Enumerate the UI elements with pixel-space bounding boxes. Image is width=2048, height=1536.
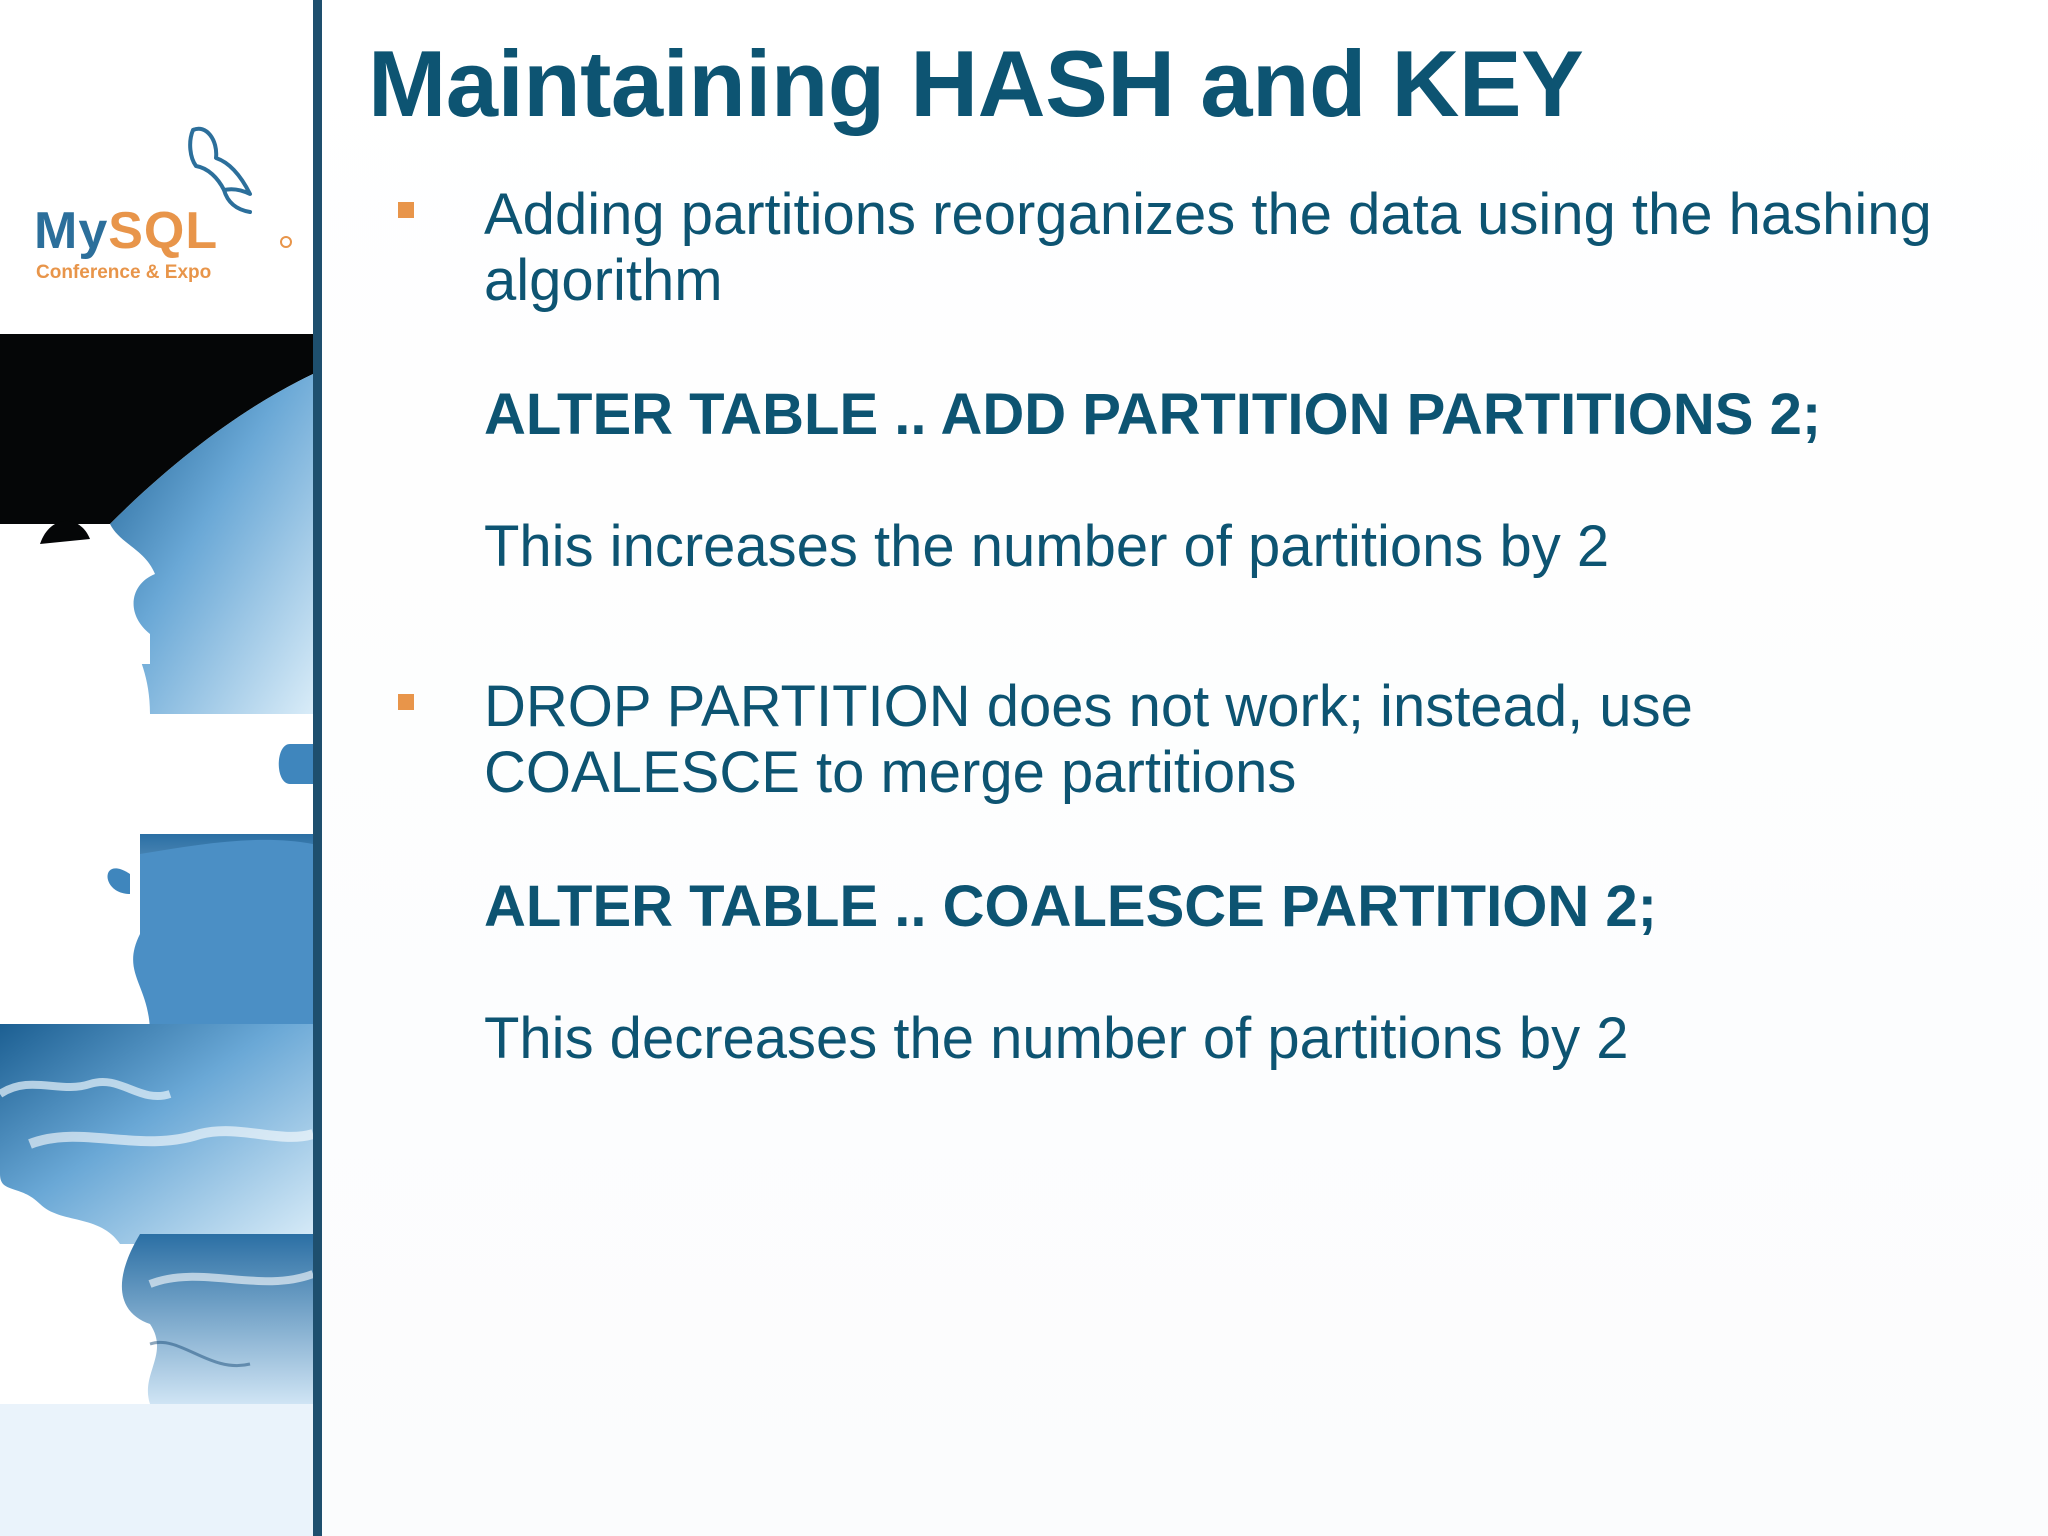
square-bullet-icon: [398, 202, 414, 218]
bullet-1-note: This increases the number of partitions by 2: [484, 514, 1610, 579]
bullet-2-code: ALTER TABLE .. COALESCE PARTITION 2;: [484, 874, 1657, 939]
bullet-1-text: Adding partitions reorganizes the data using the hashing algorithm: [484, 182, 1932, 313]
logo-subtitle: Conference & Expo: [36, 262, 212, 283]
square-bullet-icon: [398, 694, 414, 710]
bullet-2-note: This decreases the number of partitions by 2: [484, 1006, 1629, 1071]
slide-title: Maintaining HASH and KEY: [368, 31, 1584, 136]
logo-brand: MySQL: [34, 202, 219, 260]
bullet-1-code: ALTER TABLE .. ADD PARTITION PARTITIONS 2;: [484, 382, 1822, 447]
bullet-2-text: DROP PARTITION does not work; instead, use COALESCE to merge partitions: [484, 674, 1693, 805]
